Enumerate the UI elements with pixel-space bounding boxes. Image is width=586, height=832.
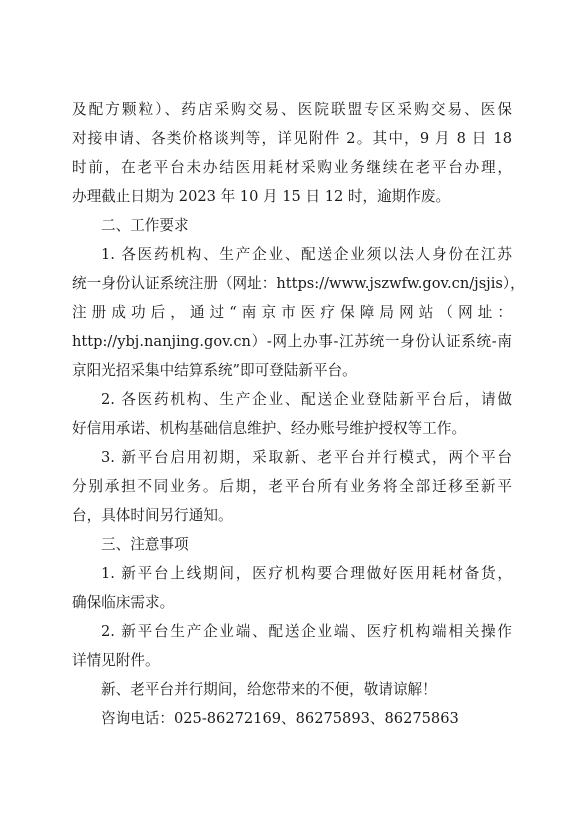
paragraph-line: 京阳光招采集中结算系统”即可登陆新平台。 <box>72 362 357 379</box>
paragraph-line: 好信用承诺、机构基础信息维护、经办账号维护授权等工作。 <box>72 420 467 437</box>
paragraph-line: 3. 新平台启用初期，采取新、老平台并行模式，两个平台 <box>101 449 512 466</box>
paragraph-line: 台，具体时间另行通知。 <box>72 507 233 524</box>
contact-phone: 咨询电话：025-86272169、86275893、86275863 <box>101 710 459 727</box>
paragraph-line: 2. 各医药机构、生产企业、配送企业登陆新平台后，请做 <box>101 391 512 408</box>
paragraph-line: 确保临床需求。 <box>72 594 175 611</box>
section-heading-notes: 三、注意事项 <box>101 536 189 553</box>
paragraph-line: http://ybj.nanjing.gov.cn）-网上办事-江苏统一身份认证系统-南 <box>72 333 512 350</box>
paragraph-line: 及配方颗粒）、药店采购交易、医院联盟专区采购交易、医保 <box>72 101 512 118</box>
paragraph-line: 详情见附件。 <box>72 652 160 669</box>
paragraph-line: 时前，在老平台未办结医用耗材采购业务继续在老平台办理， <box>72 159 512 176</box>
section-heading-work-requirements: 二、工作要求 <box>101 217 189 234</box>
paragraph-line: 注册成功后，通过“南京市医疗保障局网站（网址： <box>72 304 512 321</box>
paragraph-line: 办理截止日期为 2023 年 10 月 15 日 12 时，逾期作废。 <box>72 188 451 205</box>
paragraph-line: 分别承担不同业务。后期，老平台所有业务将全部迁移至新平 <box>72 478 512 495</box>
paragraph-line: 1. 新平台上线期间，医疗机构要合理做好医用耗材备货， <box>101 565 512 582</box>
closing-text: 新、老平台并行期间，给您带来的不便，敬请谅解！ <box>101 681 437 698</box>
paragraph-line: 对接申请、各类价格谈判等，详见附件 2。其中，9 月 8 日 18 <box>72 130 512 147</box>
paragraph-line: 统一身份认证系统注册（网址：https://www.jszwfw.gov.cn/jsjis）， <box>72 275 525 292</box>
paragraph-line: 1. 各医药机构、生产企业、配送企业须以法人身份在江苏 <box>101 246 512 263</box>
paragraph-line: 2. 新平台生产企业端、配送企业端、医疗机构端相关操作 <box>101 623 512 640</box>
